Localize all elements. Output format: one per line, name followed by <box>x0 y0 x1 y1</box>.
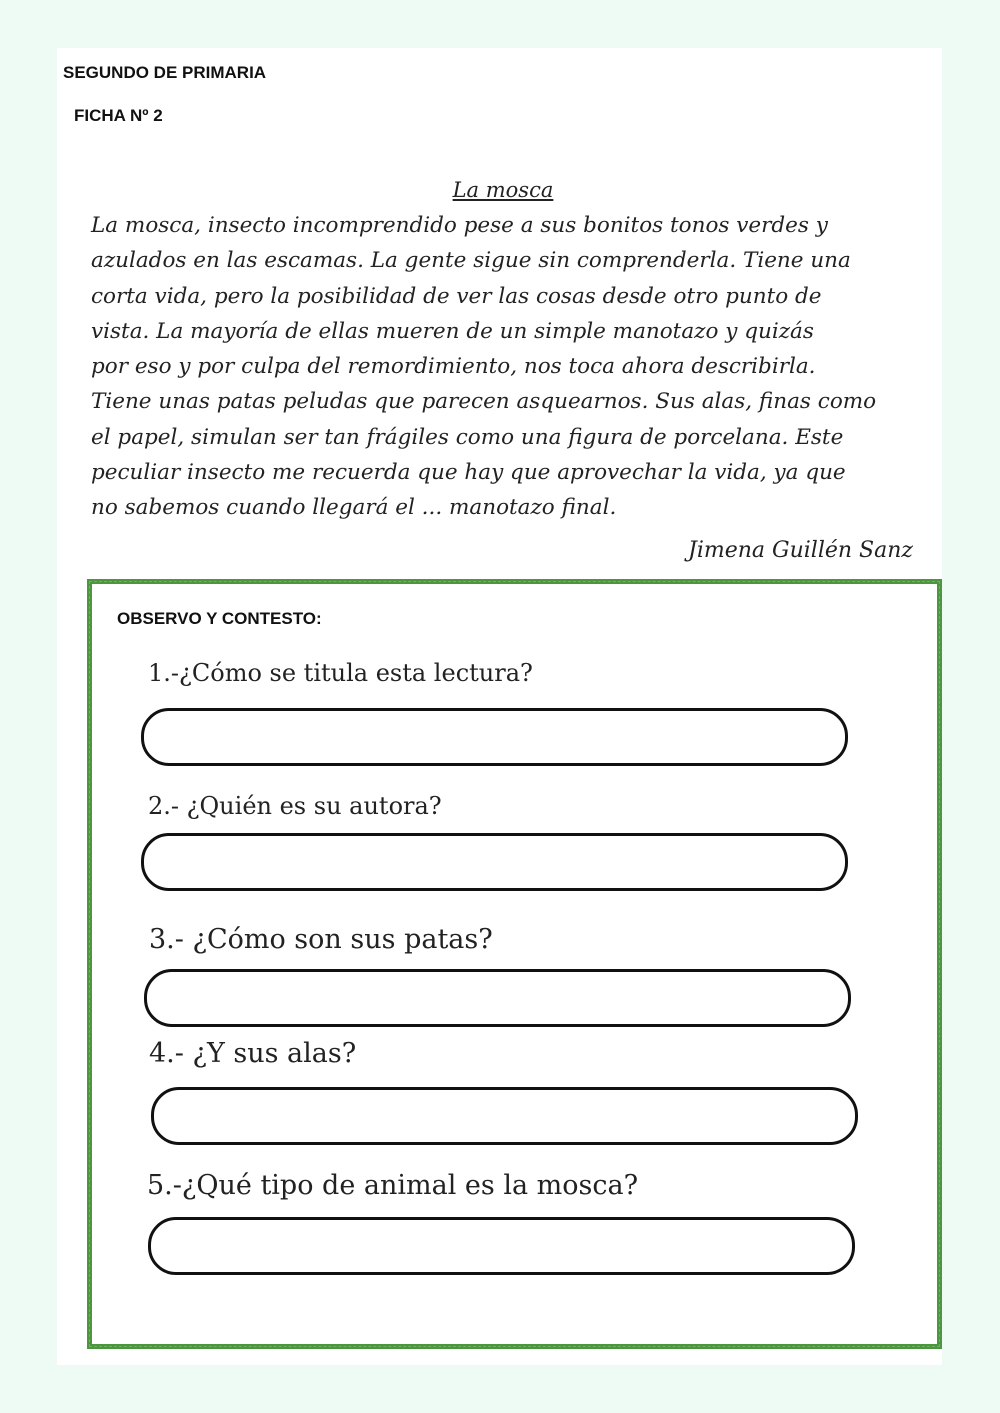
reading-text <box>91 208 921 526</box>
reading-line: Tiene unas patas peludas que parecen asquearnos. Sus alas, finas como <box>91 389 877 415</box>
answer-3-input[interactable] <box>144 969 851 1027</box>
question-2-label: 2.- ¿Quién es su autora? <box>148 792 442 820</box>
reading-line: La mosca, insecto incomprendido pese a sus bonitos tonos verdes y <box>91 213 828 238</box>
question-3-label: 3.- ¿Cómo son sus patas? <box>149 924 493 955</box>
reading-line: azulados en las escamas. La gente sigue sin comprenderla. Tiene una <box>91 248 851 274</box>
questions-panel <box>87 579 942 1349</box>
reading-line: por eso y por culpa del remordimiento, nos toca ahora describirla. <box>91 354 816 380</box>
question-4-label: 4.- ¿Y sus alas? <box>149 1038 357 1069</box>
question-5-label: 5.-¿Qué tipo de animal es la mosca? <box>147 1170 639 1201</box>
author-name: Jimena Guillén Sanz <box>688 538 913 563</box>
answer-2-input[interactable] <box>141 833 848 891</box>
reading-title: La mosca <box>452 178 554 202</box>
answer-5-input[interactable] <box>148 1217 855 1275</box>
question-1-label: 1.-¿Cómo se titula esta lectura? <box>148 659 533 687</box>
answer-4-input[interactable] <box>151 1087 858 1145</box>
answer-1-input[interactable] <box>141 708 848 766</box>
reading-line: vista. La mayoría de ellas mueren de un simple manotazo y quizás <box>91 318 814 344</box>
grade-label: SEGUNDO DE PRIMARIA <box>63 63 267 82</box>
reading-line: peculiar insecto me recuerda que hay que aprovechar la vida, ya que <box>91 460 846 486</box>
reading-line: corta vida, pero la posibilidad de ver las cosas desde otro punto de <box>91 283 822 309</box>
reading-line: el papel, simulan ser tan frágiles como una figura de porcelana. Este <box>91 424 844 450</box>
sheet-number: FICHA Nº 2 <box>74 106 163 125</box>
questions-section-title: OBSERVO Y CONTESTO: <box>117 609 322 628</box>
reading-line: no sabemos cuando llegará el ... manotazo final. <box>91 495 617 521</box>
